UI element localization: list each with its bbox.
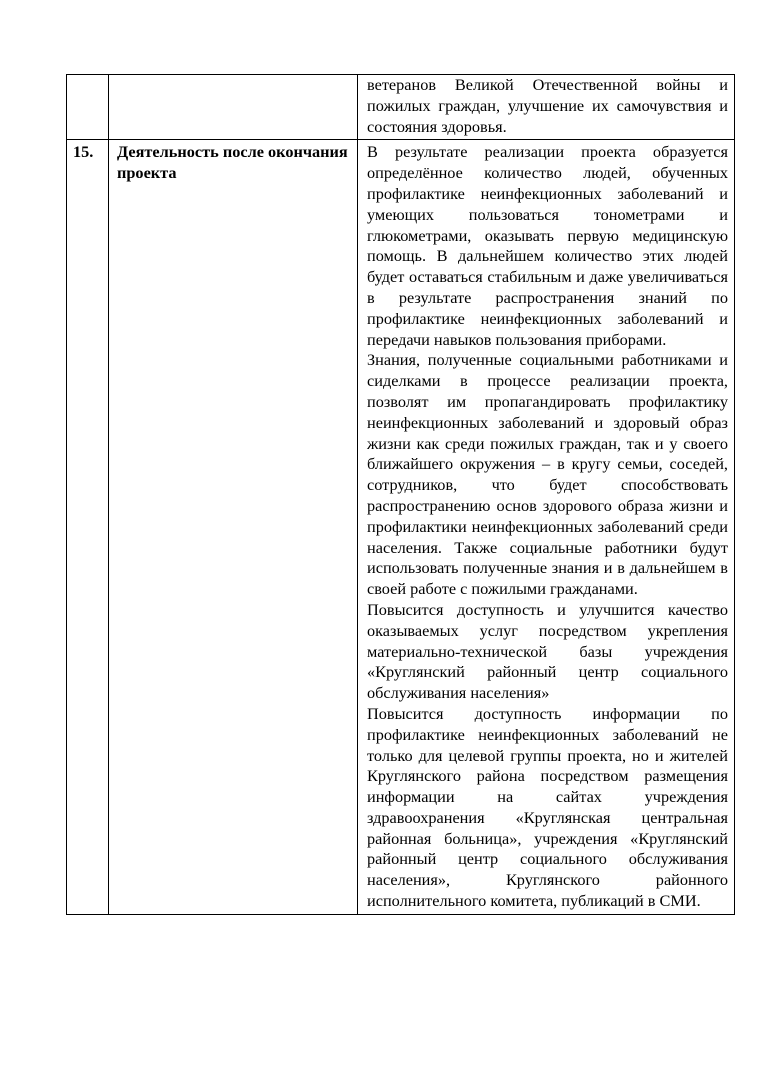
row-text-cell bbox=[358, 140, 735, 914]
row-label-cell bbox=[109, 75, 358, 140]
paragraph-information: Повысится доступность информации по профилактике неинфекционных заболеваний не только для целевой группы проекта, но и жителей Круглянского района посредством размещения информации на сайтах учреждения здравоохранения «Круглянская центральная районная больница», учреждения «Круглянский районный центр социального обслуживания населения», Круглянского районного исполнительного комитета, публикаций в СМИ. bbox=[367, 703, 728, 911]
table-row-continuation bbox=[67, 75, 735, 140]
row-number-cell: 15. bbox=[67, 140, 109, 914]
project-table bbox=[66, 74, 735, 915]
row-text-cell bbox=[358, 75, 735, 140]
row-label-cell: Деятельность после окончания проекта bbox=[109, 140, 358, 914]
paragraph-knowledge: Знания, полученные социальными работниками и сиделками в процессе реализации проекта, позволят им пропагандировать профилактику неинфекционных заболеваний и здоровый образ жизни как среди пожилых граждан, так и у своего ближайшего окружения – в кругу семьи, соседей, сотрудников, что будет способствовать распространению основ здорового образа жизни и профилактики неинфекционных заболеваний среди населения. Также социальные работники будут использовать полученные знания и в дальнейшем в своей работе с пожилыми гражданами. bbox=[367, 350, 728, 599]
paragraph-results: В результате реализации проекта образуется определённое количество людей, обученных профилактике неинфекционных заболеваний и умеющих пользоваться тонометрами и глюкометрами, оказывать первую медицинскую помощь. В дальнейшем количество этих людей будет оставаться стабильным и даже увеличиваться в результате распространения знаний по профилактике неинфекционных заболеваний и передачи навыков пользования приборами. bbox=[367, 142, 728, 349]
continuation-paragraph: ветеранов Великой Отечественной войны и пожилых граждан, улучшение их самочувствия и состояния здоровья. bbox=[367, 75, 728, 136]
paragraph-accessibility: Повысится доступность и улучшится качество оказываемых услуг посредством укрепления материально-технической базы учреждения «Круглянский районный центр социального обслуживания населения» bbox=[367, 599, 728, 703]
row-number-cell bbox=[67, 75, 109, 140]
table-row-15 bbox=[67, 140, 735, 914]
